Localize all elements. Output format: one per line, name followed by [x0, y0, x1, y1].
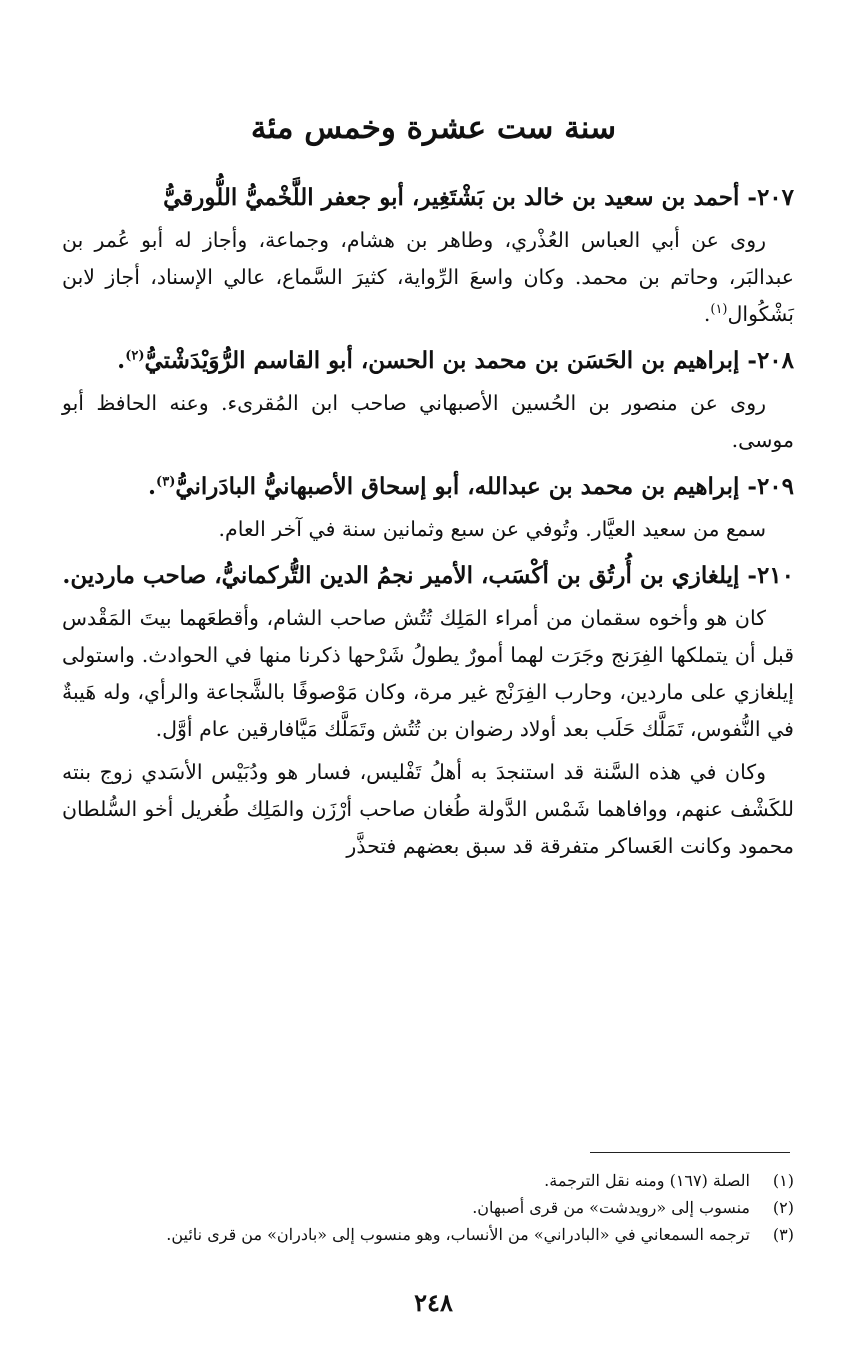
entry-209 [62, 465, 794, 548]
footnote-number: (٣) [772, 1225, 794, 1244]
entry-paragraph: وكان في هذه السَّنة قد استنجدَ به أهلُ تَفْليس، فسار هو ودُبَيْس الأسَدي زوج بنته للكَشْف عنهم، ووافاهما شَمْس الدَّولة طُغان صاحب أرْزَن والمَلِك طُغريل أخو السُّلطان محمود وكانت العَساكر متفرقة قد سبق بعضهم فتحذَّر [62, 760, 794, 858]
page-title: سنة ست عشرة وخمس مئة [250, 110, 617, 146]
footnote [62, 1221, 794, 1248]
entry-paragraph: سمع من سعيد العيَّار. وتُوفي عن سبع وثمانين سنة في آخر العام. [218, 517, 766, 541]
footnote-text: منسوب إلى «رويدشت» من قرى أصبهان. [472, 1198, 750, 1217]
entry-number: ٢٠٩- [747, 473, 794, 500]
paragraph-tail: . [703, 302, 711, 326]
page-number: ٢٤٨ [414, 1288, 453, 1317]
entry-paragraph: روى عن منصور بن الحُسين الأصبهاني صاحب ابن المُقرىء. وعنه الحافظ أبو موسى. [62, 391, 794, 452]
entry-paragraph [62, 222, 794, 333]
footnote-text: الصلة (١٦٧) ومنه نقل الترجمة. [544, 1171, 750, 1190]
entry-name: إبراهيم بن محمد بن عبدالله، أبو إسحاق الأصبهانيُّ البادَرانيُّ [175, 473, 740, 500]
entry-number: ٢٠٨- [747, 347, 794, 374]
entry-paragraph: كان هو وأخوه سقمان من أمراء المَلِك تُتُش صاحب الشام، وأقطعَهما بيتَ المَقْدس قبل أن يتملكها الفِرَنج وجَرَت لهما أمورٌ يطولُ شَرْحها ذكرنا منها في الحوادث. واستولى إيلغازي على ماردين، وحارب الفِرَنْج غير مرة، وكان مَوْصوفًا بالشَّجاعة والرأي، وله هَيبةٌ في النُّفوس، تَمَلَّك حَلَب بعد أولاد رضوان بن تُتُش وتَمَلَّك مَيَّافارقين عام أوَّل. [62, 606, 794, 741]
entry-207 [62, 176, 794, 333]
entry-208 [62, 339, 794, 459]
entry-heading [62, 465, 794, 509]
footnote-ref: (٢) [125, 348, 145, 364]
footnotes [62, 1167, 794, 1248]
footnote-divider [590, 1152, 790, 1153]
footnote [62, 1194, 794, 1221]
footnote-ref: (٣) [156, 474, 176, 490]
entry-210 [62, 554, 794, 865]
footnote [62, 1167, 794, 1194]
entry-name: إيلغازي بن أُرتُق بن أكْسَب، الأمير نجمُ الدين التُّركمانيُّ، صاحب ماردين. [62, 562, 740, 589]
entry-number: ٢٠٧- [747, 184, 794, 211]
footnote-text: ترجمه السمعاني في «البادراني» من الأنساب، وهو منسوب إلى «بادران» من قرى نائين. [166, 1225, 750, 1244]
footnote-number: (١) [772, 1171, 794, 1190]
entry-name: أحمد بن سعيد بن خالد بن بَشْتَغِير، أبو جعفر اللَّخْميُّ اللُّورقيُّ [163, 184, 740, 211]
main-text [62, 176, 794, 871]
footnote-number: (٢) [772, 1198, 794, 1217]
entry-heading [62, 339, 794, 383]
footnote-ref: (١) [710, 302, 728, 318]
entry-heading [62, 554, 794, 598]
heading-tail: . [117, 347, 126, 374]
heading-tail: . [148, 473, 157, 500]
paragraph-text: روى عن أبي العباس العُذْري، وطاهر بن هشام، وجماعة، وأجاز له أبو عُمر بن عبدالبَر، وحاتم بن محمد. وكان واسعَ الرِّواية، كثيرَ السَّماع، عالي الإسناد، أجاز لابن بَشْكُوال [62, 228, 794, 326]
entry-number: ٢١٠- [747, 562, 794, 589]
entry-name: إبراهيم بن الحَسَن بن محمد بن الحسن، أبو القاسم الرُّوَيْدَشْتيُّ [144, 347, 740, 374]
entry-heading [62, 176, 794, 220]
